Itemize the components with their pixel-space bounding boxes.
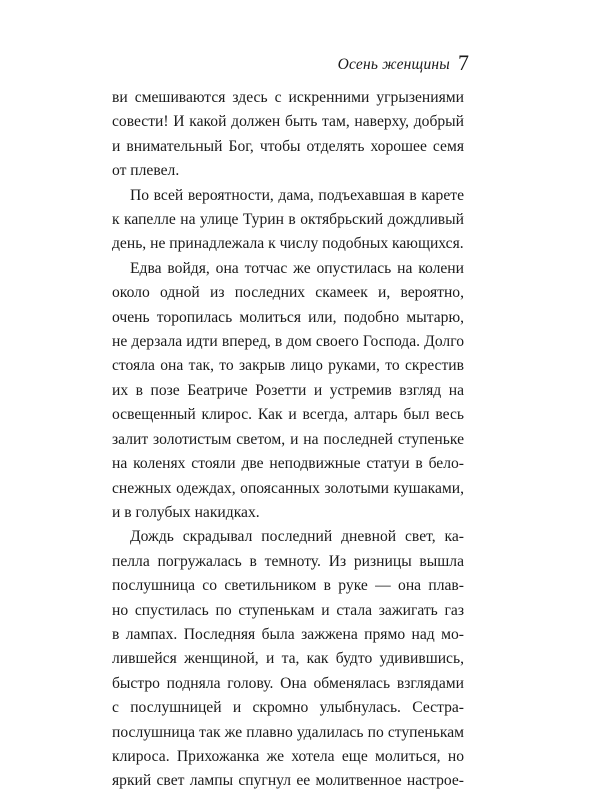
text-line: снежных одеждах, опоясанных золотыми кушаками, [112,479,464,497]
text-line: быстро подняла голову. Она обменялась взглядами [112,674,464,692]
text-line: к капелле на улице Турин в октябрьский дождливый [112,211,464,229]
text-line: день, не принадлежала к числу подобных кающихся. [112,235,464,253]
text-line: не дерзала идти вперед, в дом своего Господа. Долго [112,333,464,351]
text-line: По всей вероятности, дама, подъехавшая в карете [130,186,464,204]
text-line: лившейся женщиной, и та, как будто удивившись, [112,650,464,668]
text-line: в лампах. Последняя была зажжена прямо над мо- [112,625,464,643]
text-line: с послушницей и скромно улыбнулась. Сестра- [112,699,464,717]
text-line: ви смешиваются здесь с искренними угрызениями [112,89,464,106]
text-line: послушница так же плавно удалилась по ступенькам [112,723,464,741]
text-line: около одной из последних скамеек и, вероятно, [112,284,464,302]
text-line: клироса. Прихожанка же хотела еще молиться, но [112,747,464,765]
text-line: и внимательный Бог, чтобы отделять хорошее семя [112,137,464,155]
text-line: освещенный клирос. Как и всегда, алтарь был весь [112,406,464,424]
text-line: но спустилась по ступенькам и стала зажигать газ [112,601,464,619]
text-line: пелла погружалась в темноту. Из ризницы вышла [112,552,464,570]
running-title: Осень женщины [337,56,450,73]
text-line: Едва войдя, она тотчас же опустилась на колени [130,259,464,277]
text-line: на коленях стояли две неподвижные статуи в бело- [112,455,464,473]
page-number: 7 [458,50,469,75]
text-line: залит золотистым светом, и на последней ступеньке [112,430,464,448]
text-line: послушница со светильником в руке — она плав- [112,577,464,595]
text-line: очень торопилась молиться или, подобно мытарю, [112,308,464,326]
running-header [0,50,600,80]
text-line: от плевел. [112,162,180,180]
text-line: стояла она так, то закрыв лицо руками, то скрестив [112,357,464,375]
body-text [112,86,464,794]
text-line: яркий свет лампы спугнул ее молитвенное настрое- [112,772,464,790]
text-line: Дождь скрадывал последний дневной свет, ка- [130,528,464,546]
text-line: их в позе Беатриче Розетти и устремив взгляд на [112,381,464,399]
text-line: совести! И какой должен быть там, наверху, добрый [112,113,464,131]
text-line: и в голубых накидках. [112,503,260,521]
